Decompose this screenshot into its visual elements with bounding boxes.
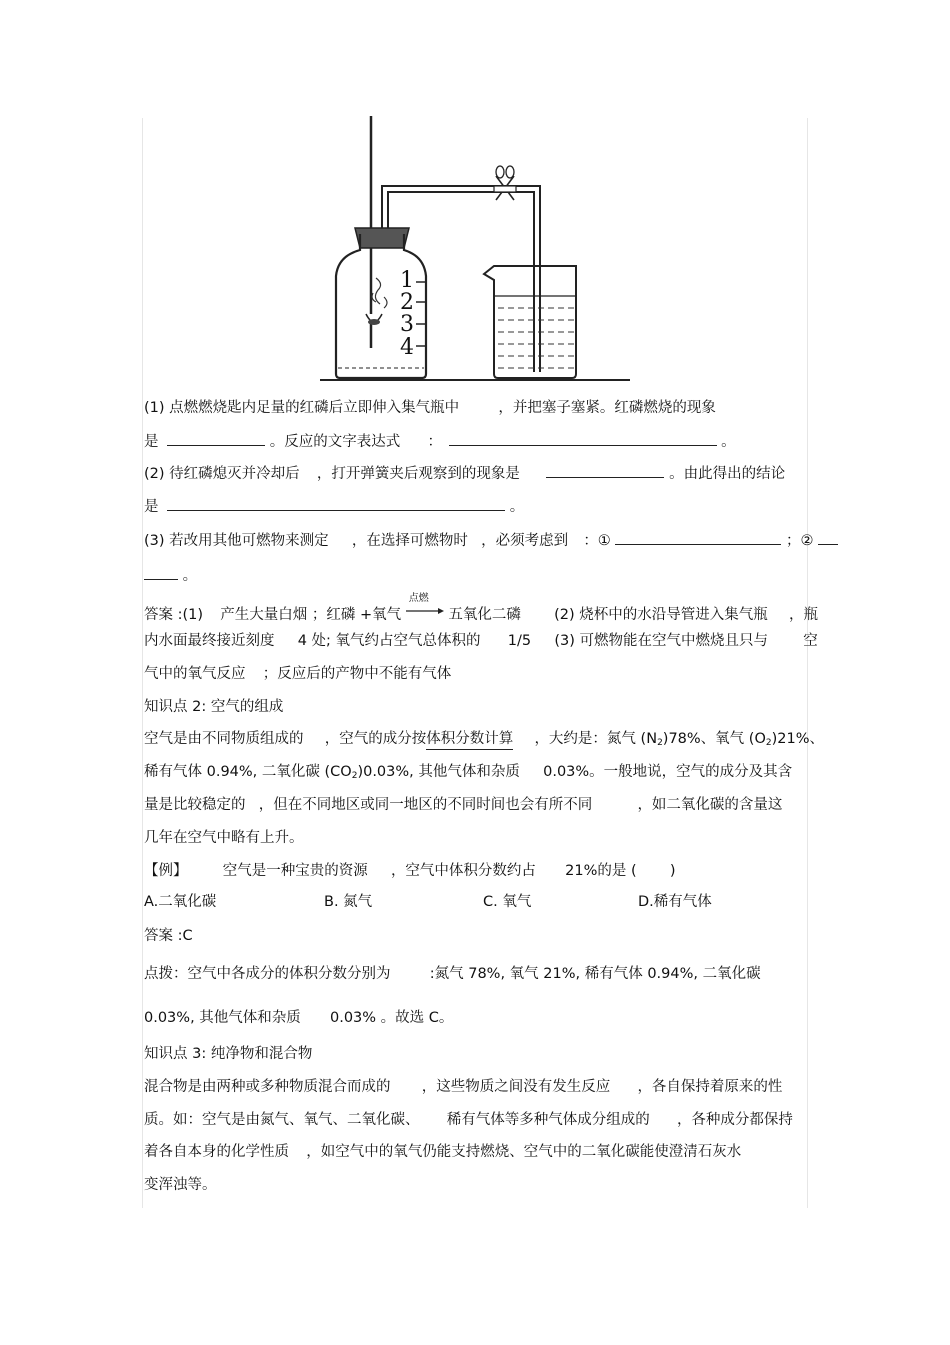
answer-line-2: 内水面最终接近刻度 4 处; 氧气约占空气总体积的 1/5 (3) 可燃物能在空气中燃烧且只与 空 [144, 633, 818, 649]
kp3-line-1: 混合物是由两种或多种物质混合而成的 ，这些物质之间没有发生反应 ，各自保持着原来的性 [144, 1079, 783, 1095]
example-tag: 【例】 [144, 863, 188, 879]
reaction-arrow [406, 593, 444, 619]
knowledge-point-3-title: 知识点 3: 纯净物和混合物 [144, 1046, 313, 1062]
example-answer: 答案 :C [144, 928, 193, 944]
rubber-stopper [355, 228, 409, 248]
left-margin-rule [142, 118, 143, 1208]
kp3-line-4: 变浑浊等。 [144, 1177, 217, 1193]
kp2-line-3: 量是比较稳定的 ，但在不同地区或同一地区的不同时间也会有所不同 ，如二氧化碳的含量这 [144, 797, 783, 813]
kp2-line-1: 空气是由不同物质组成的 ，空气的成分按体积分数计算 ，大约是：氮气 (N2)78%、氧气 (O2)21%、 [144, 731, 824, 748]
beaker [484, 266, 576, 378]
question-1-line-1: (1) 点燃燃烧匙内足量的红磷后立即伸入集气瓶中 ，并把塞子塞紧。红磷燃烧的现象 [144, 400, 716, 416]
option-b[interactable]: B. 氮气 [324, 894, 373, 910]
answer-blank-equation[interactable] [449, 431, 717, 446]
kp3-line-2: 质。如：空气是由氮气、氧气、二氧化碳、 稀有气体等多种气体成分组成的 ，各种成分都保持 [144, 1112, 793, 1128]
example-tip-line-2: 0.03%, 其他气体和杂质 0.03% 。故选 C。 [144, 1010, 454, 1026]
option-c[interactable]: C. 氧气 [483, 894, 532, 910]
example-tip-line-1: 点拨：空气中各成分的体积分数分别为 :氮气 78%, 氧气 21%, 稀有气体 0.94%, 二氧化碳 [144, 966, 761, 982]
smoke-swirl [375, 278, 380, 304]
question-1-line-2: 是 。反应的文字表达式 ： 。 [144, 431, 814, 452]
answer-blank-conclusion[interactable] [167, 496, 505, 511]
question-2-line-1: (2) 待红磷熄灭并冷却后 ，打开弹簧夹后观察到的现象是 。由此得出的结论 [144, 463, 814, 484]
apparatus-figure [318, 116, 632, 388]
answer-blank-consideration-2-cont[interactable] [144, 565, 178, 580]
knowledge-point-2-title: 知识点 2: 空气的组成 [144, 699, 284, 715]
scale-mark-4: 4 [400, 335, 414, 360]
option-d[interactable]: D.稀有气体 [638, 894, 712, 910]
answer-blank-consideration-1[interactable] [615, 530, 781, 545]
beaker-water [498, 308, 574, 368]
kp2-line-4: 几年在空气中略有上升。 [144, 830, 304, 846]
question-2-line-2: 是 。 [144, 496, 814, 517]
answer-blank-observation[interactable] [546, 463, 664, 478]
example-question: 【例】 空气是一种宝贵的资源 ，空气中体积分数约占 21%的是 ( ) [144, 863, 676, 879]
spring-clip [494, 166, 516, 200]
answer-blank-consideration-2[interactable] [818, 530, 838, 545]
kp2-line-2: 稀有气体 0.94%, 二氧化碳 (CO2)0.03%, 其他气体和杂质 0.03%。一般地说，空气的成分及其含 [144, 764, 793, 781]
scale-mark-1: 1 [400, 268, 414, 293]
question-3-line-2: 。 [144, 565, 814, 586]
kp3-line-3: 着各自本身的化学性质 ，如空气中的氧气仍能支持燃烧、空气中的二氧化碳能使澄清石灰水 [144, 1144, 742, 1160]
answer-blank-phenomenon[interactable] [167, 431, 265, 446]
option-a[interactable]: A.二氧化碳 [144, 894, 217, 910]
scale-mark-2: 2 [400, 290, 414, 315]
scale-mark-3: 3 [400, 312, 414, 337]
answer-line-3: 气中的氧气反应 ；反应后的产物中不能有气体 [144, 666, 452, 682]
question-3-line-1: (3) 若改用其他可燃物来测定 ，在选择可燃物时 ，必须考虑到 ：① ；② [144, 530, 814, 551]
answer-line-1: 答案 :(1) 产生大量白烟 ；红磷 +氧气 点燃 五氧化二磷 (2) 烧杯中的水沿导管进入集气瓶 ，瓶 [144, 593, 818, 623]
reaction-condition: 点燃 [408, 593, 429, 604]
